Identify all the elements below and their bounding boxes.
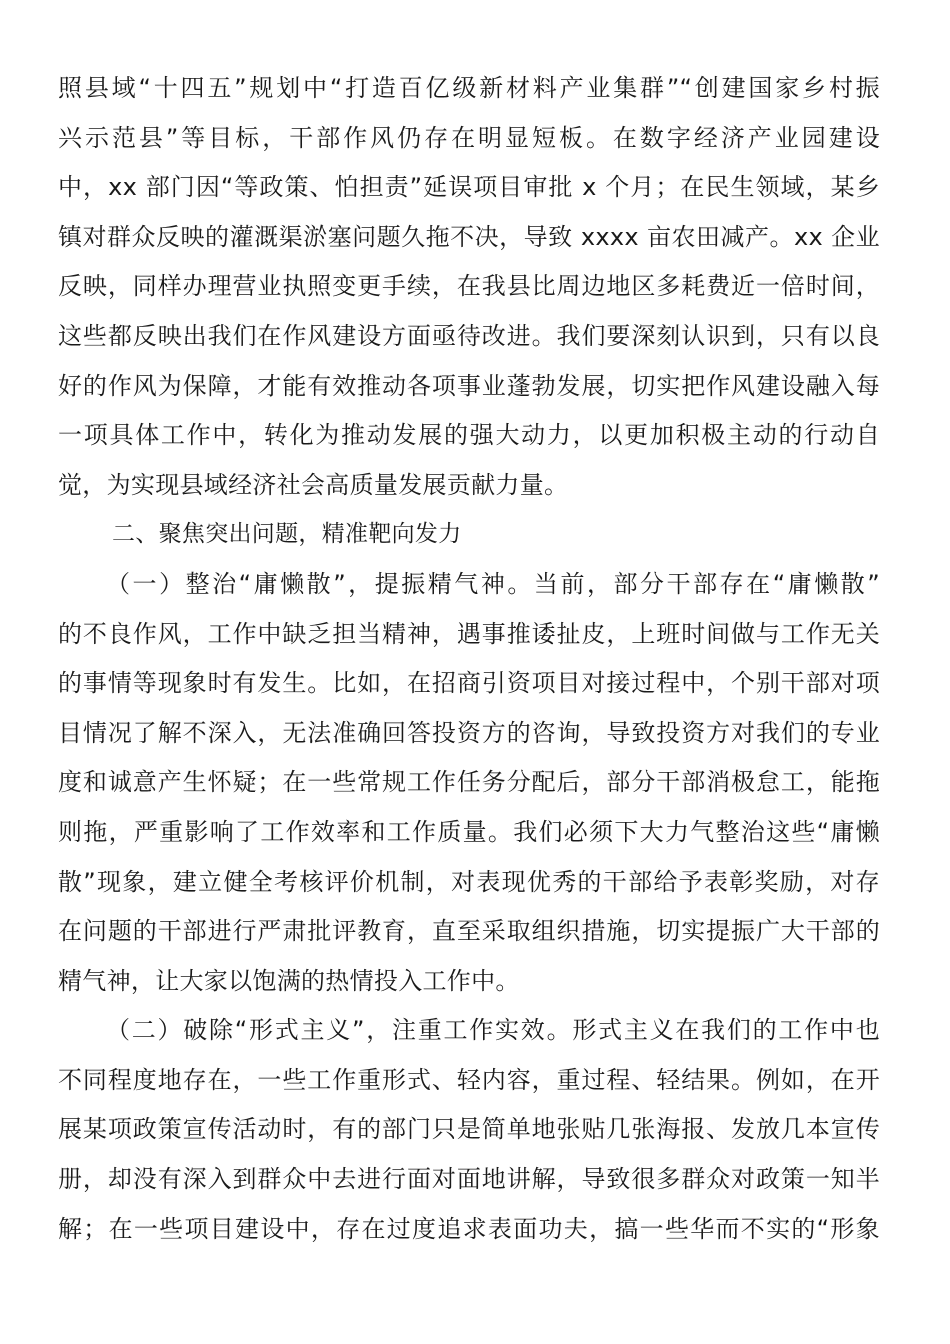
text-line: 度和诚意产生怀疑；在一些常规工作任务分配后，部分干部消极怠工，能拖 <box>58 768 880 797</box>
paragraph-3 <box>58 1006 880 1254</box>
text-line: 的不良作风，工作中缺乏担当精神，遇事推诿扯皮，上班时间做与工作无关 <box>58 619 880 648</box>
text-line: 觉，为实现县域经济社会高质量发展贡献力量。 <box>58 470 569 499</box>
section-heading: 二、聚焦突出问题，精准靶向发力 <box>112 521 462 548</box>
text-line: 在问题的干部进行严肃批评教育，直至采取组织措施，切实提振广大干部的 <box>58 917 880 946</box>
text-line: 册，却没有深入到群众中去进行面对面地讲解，导致很多群众对政策一知半 <box>58 1165 880 1194</box>
text-line: 中，xx 部门因“等政策、怕担责”延误项目审批 x 个月；在民生领域，某乡 <box>58 173 880 202</box>
paragraph-1 <box>58 64 880 510</box>
text-line: 散”现象，建立健全考核评价机制，对表现优秀的干部给予表彰奖励，对存 <box>58 867 880 896</box>
text-line: 的事情等现象时有发生。比如，在招商引资项目对接过程中，个别干部对项 <box>58 669 880 698</box>
text-line: 解；在一些项目建设中，存在过度追求表面功夫，搞一些华而不实的“形象 <box>58 1214 880 1243</box>
text-line: 照县域“十四五”规划中“打造百亿级新材料产业集群”“创建国家乡村振 <box>58 74 880 102</box>
text-line: 镇对群众反映的灌溉渠淤塞问题久拖不决，导致 xxxx 亩农田减产。xx 企业 <box>58 222 880 251</box>
text-line: 精气神，让大家以饱满的热情投入工作中。 <box>58 966 520 995</box>
text-line: 展某项政策宣传活动时，有的部门只是简单地张贴几张海报、发放几本宣传 <box>58 1115 880 1144</box>
text-line: 一项具体工作中，转化为推动发展的强大动力，以更加积极主动的行动自 <box>58 421 880 450</box>
text-line: 反映，同样办理营业执照变更手续，在我县比周边地区多耗费近一倍时间， <box>58 272 880 301</box>
text-line: 好的作风为保障，才能有效推动各项事业蓬勃发展，切实把作风建设融入每 <box>58 371 880 400</box>
text-line: 兴示范县”等目标，干部作风仍存在明显短板。在数字经济产业园建设 <box>58 123 880 152</box>
text-line: 这些都反映出我们在作风建设方面亟待改进。我们要深刻认识到，只有以良 <box>58 321 880 350</box>
text-line: 目情况了解不深入，无法准确回答投资方的咨询，导致投资方对我们的专业 <box>58 718 880 747</box>
text-line: 不同程度地存在，一些工作重形式、轻内容，重过程、轻结果。例如，在开 <box>58 1065 880 1094</box>
paragraph-2 <box>58 560 880 1006</box>
text-line: 则拖，严重影响了工作效率和工作质量。我们必须下大力气整治这些“庸懒 <box>58 817 880 846</box>
document-body <box>58 64 880 1254</box>
text-line: （一）整治“庸懒散”，提振精气神。当前，部分干部存在“庸懒散” <box>106 569 880 598</box>
text-line: （二）破除“形式主义”，注重工作实效。形式主义在我们的工作中也 <box>106 1016 880 1045</box>
